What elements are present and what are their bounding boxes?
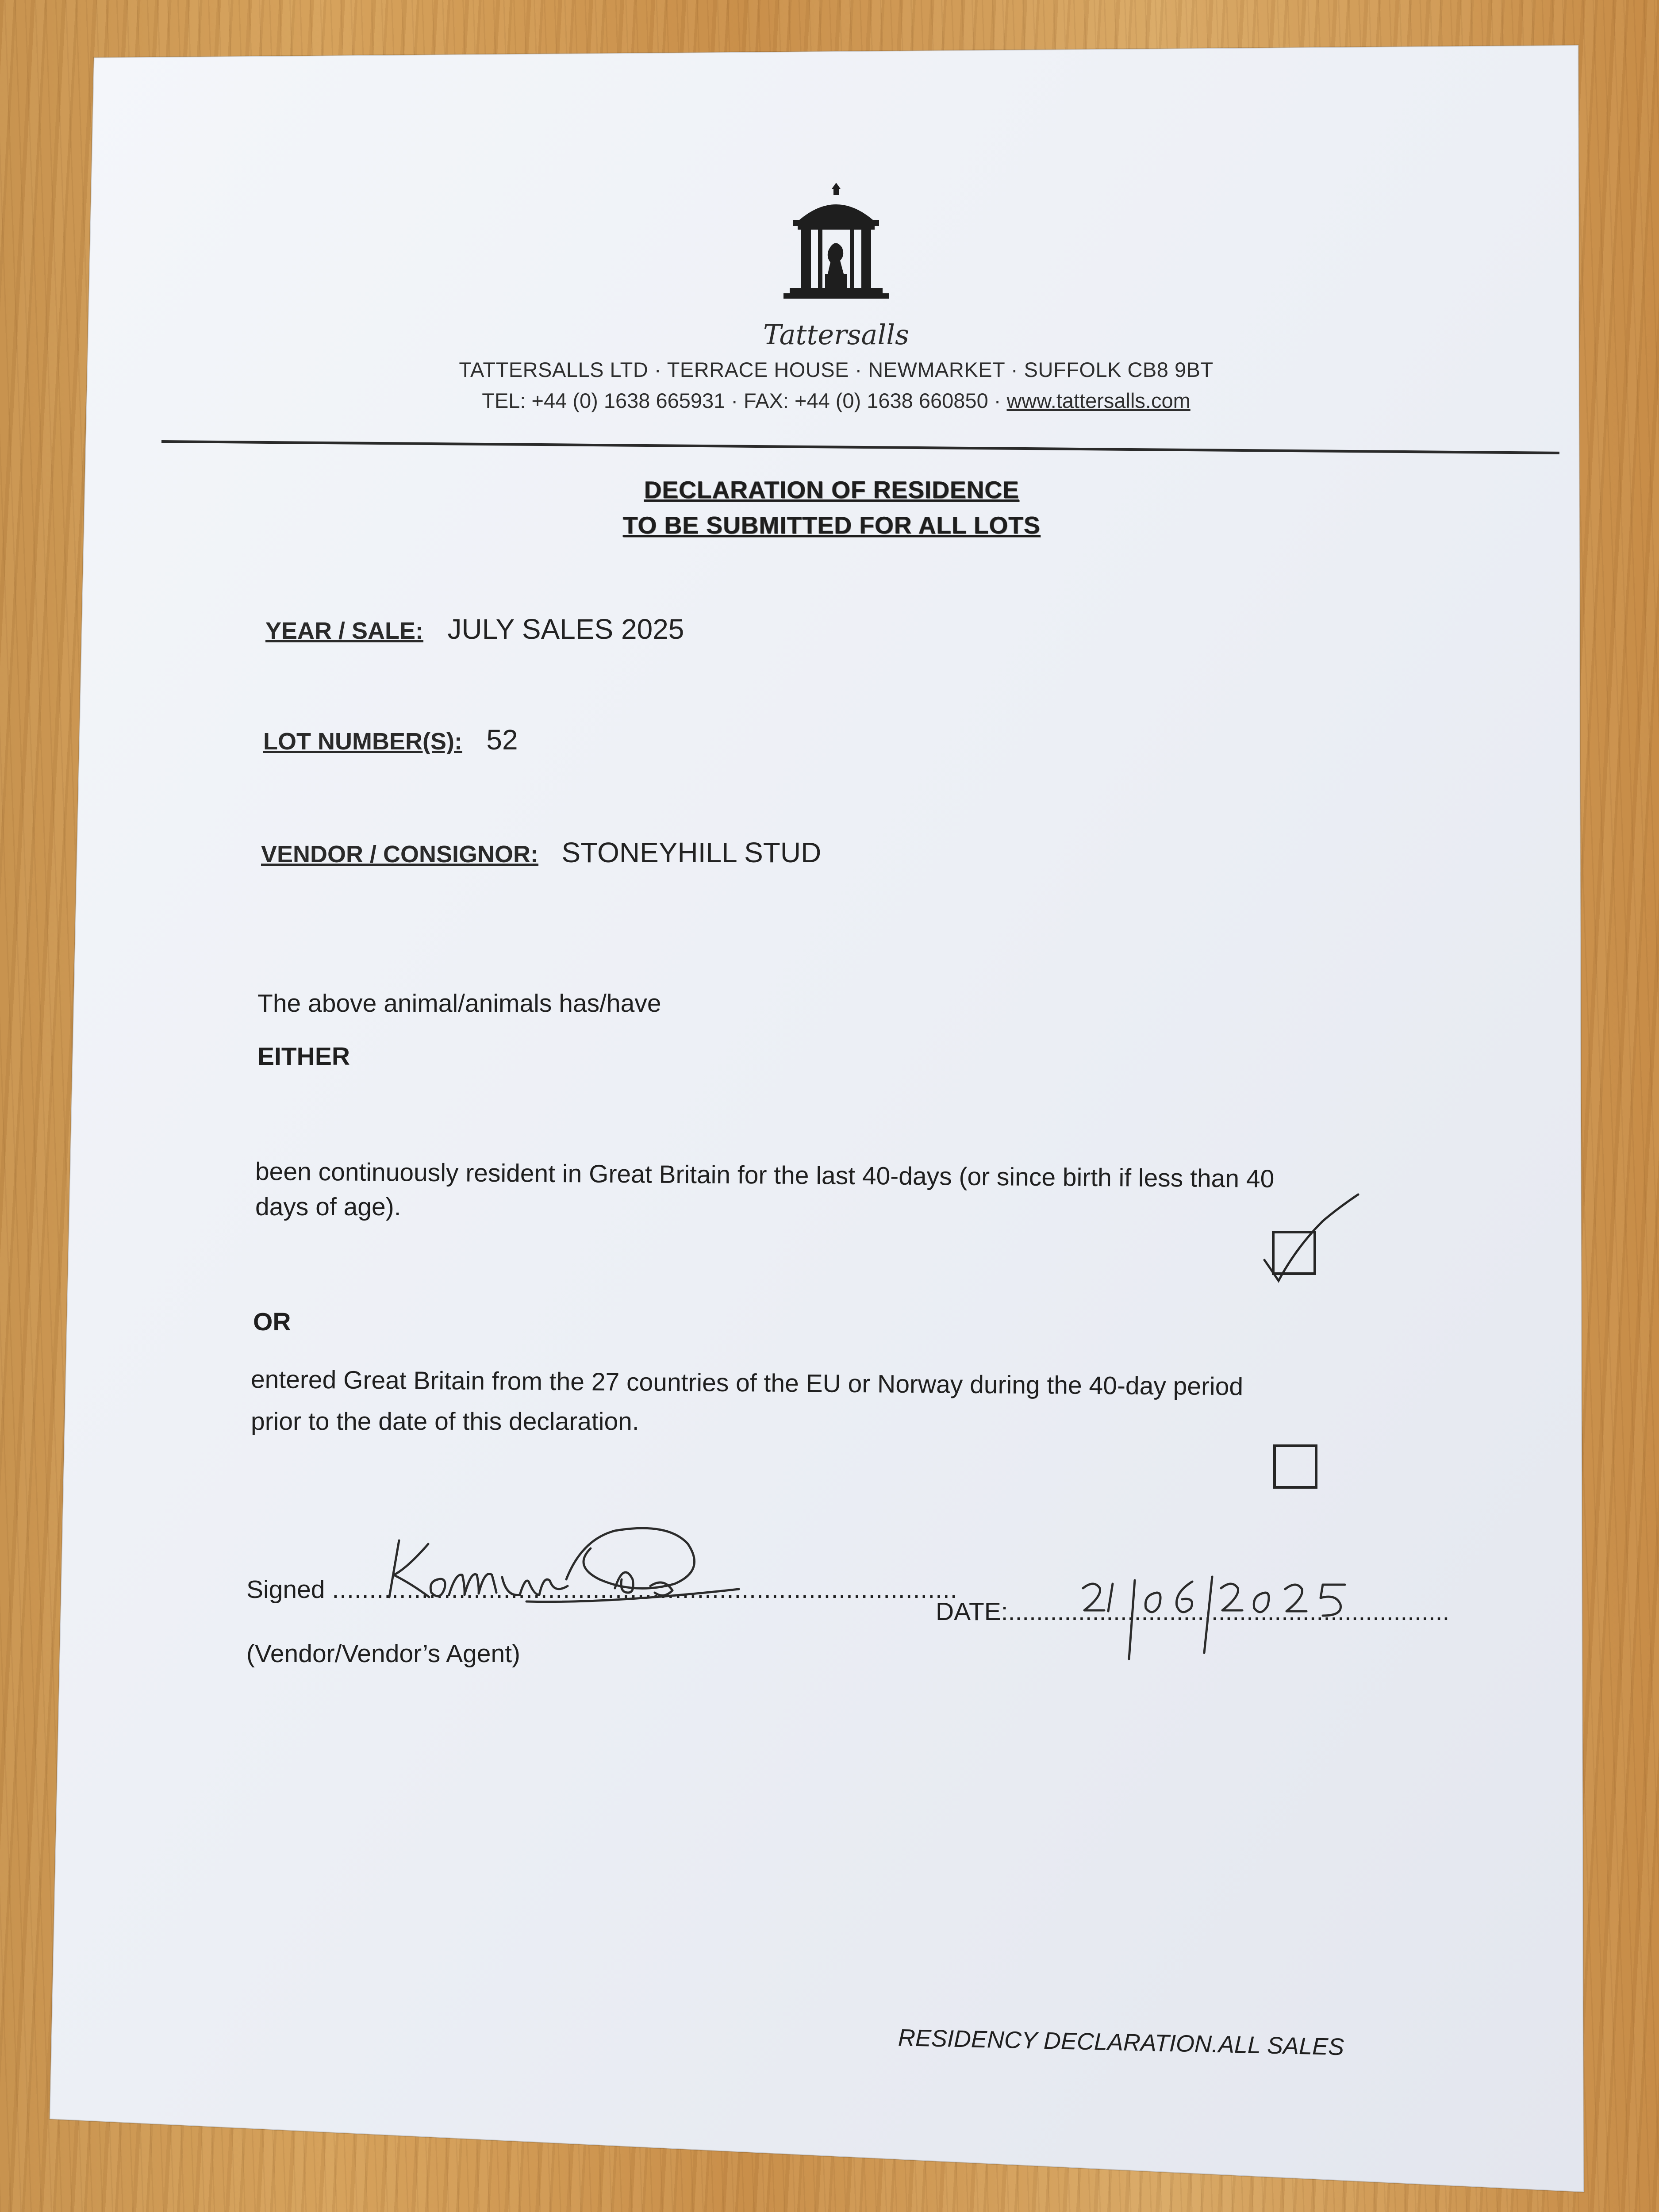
either-label: EITHER — [257, 1042, 350, 1071]
contact-phone-fax: TEL: +44 (0) 1638 665931 · FAX: +44 (0) 1638 660850 · — [482, 389, 1007, 412]
vendor-field — [261, 836, 821, 869]
option1-check-mark-icon — [1261, 1190, 1367, 1287]
date-line: ............................................................... — [1008, 1598, 1450, 1626]
option1-line2: days of age). — [255, 1193, 401, 1221]
lot-number-value[interactable]: 52 — [486, 724, 518, 756]
vendor-value[interactable]: STONEYHILL STUD — [561, 837, 822, 868]
signature-line: .................................................................................... — [332, 1575, 958, 1604]
contact-line — [389, 388, 1283, 413]
option2-line1: entered Great Britain from the 27 countries of the EU or Norway during the 40-day period — [250, 1365, 1244, 1401]
year-sale-field — [265, 613, 684, 645]
year-sale-label: YEAR / SALE: — [265, 618, 424, 644]
document-title: DECLARATION OF RESIDENCE — [644, 476, 1019, 503]
vendor-agent-note: (Vendor/Vendor’s Agent) — [246, 1640, 521, 1668]
lot-number-label: LOT NUMBER(S): — [263, 728, 462, 755]
handwritten-signature-icon[interactable] — [376, 1513, 743, 1615]
website-link[interactable]: www.tattersalls.com — [1006, 389, 1190, 412]
year-sale-value[interactable]: JULY SALES 2025 — [447, 613, 684, 645]
document-subtitle: TO BE SUBMITTED FOR ALL LOTS — [623, 511, 1041, 539]
tattersalls-logo-icon — [772, 179, 900, 316]
option2-line2: prior to the date of this declaration. — [251, 1407, 639, 1436]
intro-text: The above animal/animals has/have — [257, 989, 661, 1018]
or-label: OR — [253, 1308, 291, 1336]
option1-line1: been continuously resident in Great Britain for the last 40-days (or since birth if less than 40 — [255, 1157, 1275, 1193]
lot-number-field — [263, 723, 518, 756]
footer-form-code: RESIDENCY DECLARATION.ALL SALES — [898, 2024, 1344, 2061]
brand-name: Tattersalls — [763, 319, 909, 351]
handwritten-date-icon[interactable] — [1079, 1575, 1380, 1663]
vendor-label: VENDOR / CONSIGNOR: — [261, 841, 539, 868]
date-label: DATE: — [936, 1598, 1008, 1626]
signed-text: Signed — [246, 1575, 325, 1604]
company-address: TATTERSALLS LTD · TERRACE HOUSE · NEWMARKET · SUFFOLK CB8 9BT — [459, 358, 1214, 381]
option2-checkbox[interactable] — [1273, 1444, 1317, 1489]
